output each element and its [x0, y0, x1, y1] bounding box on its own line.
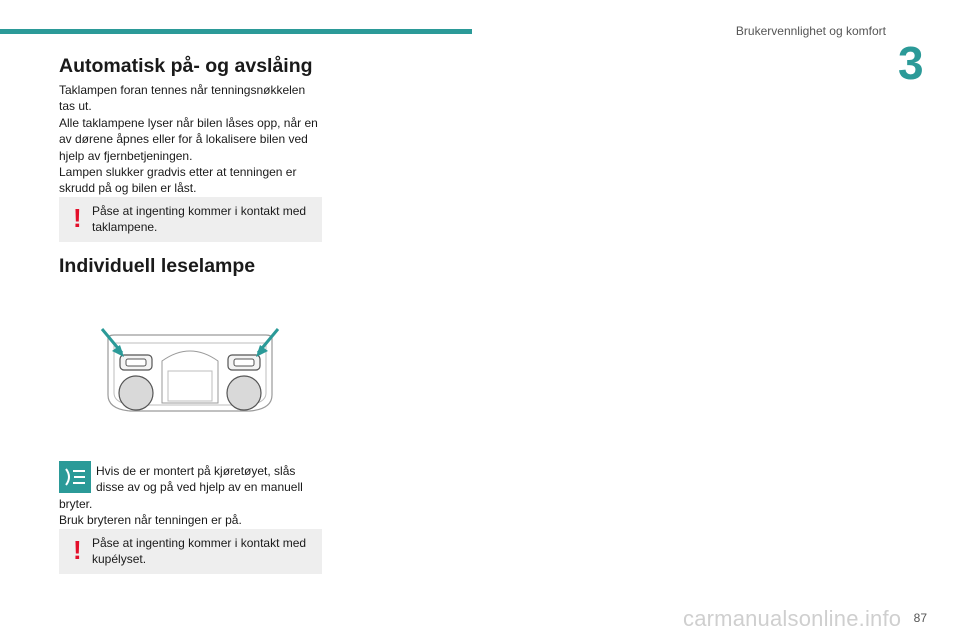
text-line: Hvis de er montert på kjøretøyet, slås: [96, 464, 296, 478]
text-line: Påse at ingenting kommer i kontakt med: [92, 536, 307, 550]
heading-automatic: Automatisk på- og avslåing: [59, 55, 313, 77]
exclamation-icon: !: [73, 535, 82, 565]
text-line: taklampene.: [92, 220, 158, 235]
text-line: av dørene åpnes eller for å lokalisere bilen ved: [59, 132, 308, 147]
watermark: carmanualsonline.info: [683, 606, 902, 631]
text-line: kupélyset.: [92, 552, 147, 567]
warning-box: [59, 197, 322, 242]
lamp-info-icon: [59, 461, 91, 493]
ceiling-lamp-illustration: [100, 325, 280, 415]
info-text: [96, 463, 316, 496]
text-line: Bruk bryteren når tenningen er på.: [59, 513, 242, 528]
text-line: Alle taklampene lyser når bilen låses opp, når en: [59, 115, 318, 130]
text-line: hjelp av fjernbetjeningen.: [59, 148, 193, 163]
warning-text: [92, 203, 318, 236]
header-accent-bar: [0, 29, 472, 34]
text-line: Taklampen foran tennes når tenningsnøkkelen: [59, 83, 306, 97]
exclamation-icon: !: [73, 203, 82, 233]
warning-box: [59, 529, 322, 574]
text-line: tas ut.: [59, 99, 92, 114]
text-line: disse av og på ved hjelp av en manuell: [96, 480, 303, 495]
text-line: bryter.: [59, 497, 93, 511]
page-number: 87: [913, 611, 927, 625]
chapter-number: 3: [898, 37, 924, 89]
warning-text: [92, 535, 318, 568]
section-title: Brukervennlighet og komfort: [735, 24, 886, 38]
paragraph-reading: [59, 496, 325, 529]
text-line: Lampen slukker gradvis etter at tenningen er: [59, 165, 297, 180]
text-line: skrudd på og bilen er låst.: [59, 181, 197, 196]
heading-reading-lamp: Individuell leselampe: [59, 255, 256, 277]
text-line: Påse at ingenting kommer i kontakt med: [92, 204, 307, 218]
paragraph-automatic: [59, 82, 325, 197]
